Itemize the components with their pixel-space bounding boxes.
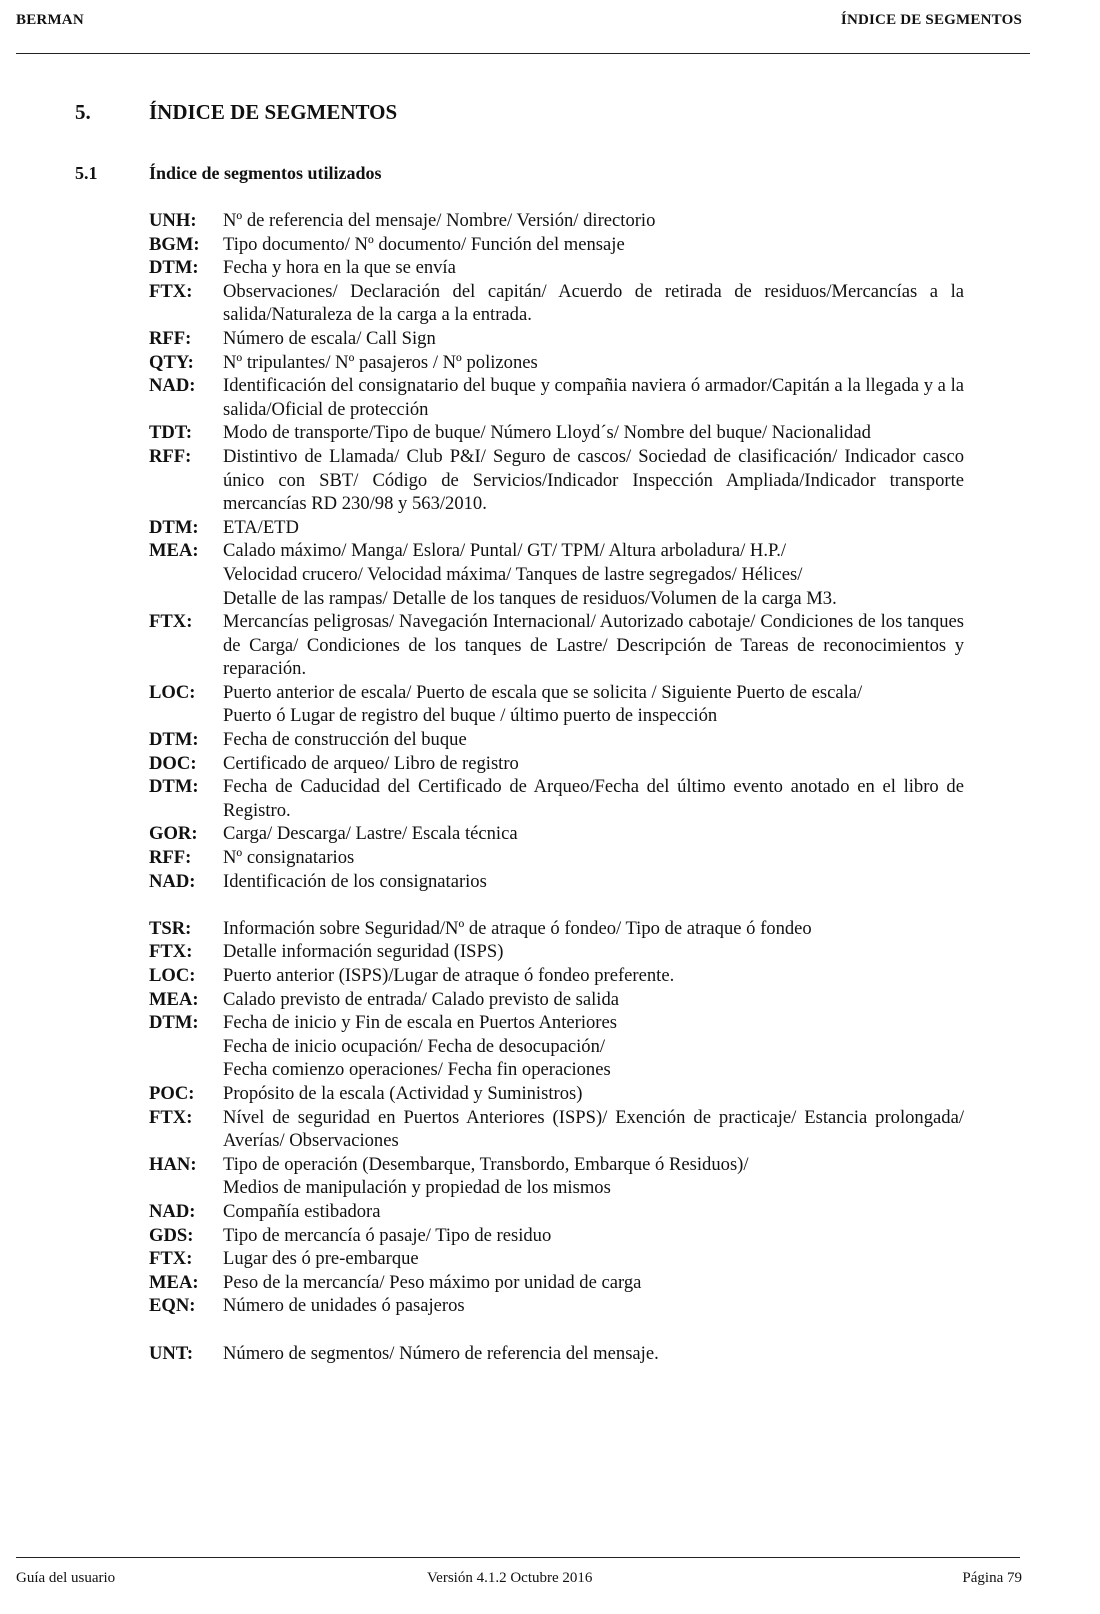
- segment-description: [223, 752, 964, 776]
- segment-description: [223, 610, 964, 681]
- segment-description-line: Fecha de inicio ocupación/ Fecha de desocupación/: [223, 1035, 606, 1057]
- segment-row: [149, 846, 964, 870]
- segment-description: [223, 327, 964, 351]
- segment-description-line: Fecha de construcción del buque: [223, 729, 467, 751]
- segment-description: [223, 964, 964, 988]
- segment-row: [149, 775, 964, 822]
- segment-description-line: Propósito de la escala (Actividad y Suministros): [223, 1082, 583, 1104]
- segment-code: UNH:: [149, 210, 197, 231]
- segment-description-line: Número de escala/ Call Sign: [223, 327, 436, 349]
- segment-code: DTM:: [149, 729, 199, 751]
- segment-code: BGM:: [149, 233, 200, 255]
- segment-description-line: Observaciones/ Declaración del capitán/ Acuerdo de retirada de residuos/Mercancías a la salida/Naturaleza de la carga a la entrada.: [223, 280, 964, 326]
- segment-row: [149, 256, 964, 280]
- segment-code: FTX:: [149, 280, 193, 302]
- segment-description-line: Compañía estibadora: [223, 1200, 381, 1222]
- header-divider: [16, 53, 1030, 54]
- segment-index-list: [149, 209, 964, 1365]
- segment-description-line: Puerto ó Lugar de registro del buque / último puerto de inspección: [223, 705, 718, 727]
- segment-code: RFF:: [149, 445, 192, 467]
- segment-code: NAD:: [149, 375, 196, 397]
- segment-code: FTX:: [149, 1106, 193, 1128]
- segment-description-line: Número de unidades ó pasajeros: [223, 1295, 465, 1317]
- segment-description-line: Puerto anterior de escala/ Puerto de escala que se solicita / Siguiente Puerto de escala/: [223, 681, 863, 703]
- segment-row: [149, 1247, 964, 1271]
- segment-row: [149, 1342, 964, 1366]
- segment-description-line: Tipo documento/ Nº documento/ Función del mensaje: [223, 233, 625, 255]
- segment-row: [149, 280, 964, 327]
- segment-code: DOC:: [149, 752, 197, 774]
- segment-description-line: Distintivo de Llamada/ Club P&I/ Seguro de cascos/ Sociedad de clasificación/ Indicador casco único con SBT/ Código de Servicios/Indicador Inspección Ampliada/Indicador transporte mercancías RD 230/98 y 563/2010.: [223, 445, 964, 515]
- segment-row: [149, 209, 964, 233]
- segment-code: HAN:: [149, 1153, 197, 1175]
- segment-description-line: Puerto anterior (ISPS)/Lugar de atraque ó fondeo preferente.: [223, 965, 675, 986]
- footer-page-number: Página 79: [962, 1570, 1022, 1586]
- segment-description: [223, 1247, 964, 1271]
- section-number: 5.: [75, 100, 91, 124]
- segment-code: RFF:: [149, 847, 192, 869]
- segment-row: [149, 917, 964, 941]
- segment-row: [149, 610, 964, 681]
- segment-row: [149, 351, 964, 375]
- segment-row: [149, 1011, 964, 1082]
- list-spacer: [149, 893, 964, 917]
- segment-description-line: Detalle de las rampas/ Detalle de los tanques de residuos/Volumen de la carga M3.: [223, 587, 837, 609]
- segment-description-line: Certificado de arqueo/ Libro de registro: [223, 752, 519, 774]
- segment-description: [223, 516, 964, 540]
- segment-description-line: Fecha comienzo operaciones/ Fecha fin operaciones: [223, 1059, 611, 1081]
- segment-description-line: Información sobre Seguridad/Nº de atraque ó fondeo/ Tipo de atraque ó fondeo: [223, 917, 812, 939]
- segment-row: [149, 1271, 964, 1295]
- segment-description: [223, 988, 964, 1012]
- segment-code: LOC:: [149, 681, 196, 703]
- segment-description-line: Detalle información seguridad (ISPS): [223, 941, 504, 963]
- segment-description: [223, 1153, 964, 1200]
- segment-code: DTM:: [149, 776, 199, 798]
- segment-description: [223, 917, 964, 941]
- subsection-title: Índice de segmentos utilizados: [149, 163, 382, 183]
- segment-row: [149, 1224, 964, 1248]
- segment-row: [149, 940, 964, 964]
- segment-description: [223, 351, 964, 375]
- segment-description: [223, 445, 964, 516]
- footer-guide-title: Guía del usuario: [16, 1570, 116, 1586]
- segment-code: QTY:: [149, 351, 194, 373]
- segment-description: [223, 681, 964, 728]
- segment-code: NAD:: [149, 1200, 196, 1222]
- segment-row: [149, 374, 964, 421]
- segment-description-line: Nº consignatarios: [223, 847, 355, 869]
- segment-description: [223, 1082, 964, 1106]
- segment-description-line: Velocidad crucero/ Velocidad máxima/ Tanques de lastre segregados/ Hélices/: [223, 563, 803, 585]
- segment-description: [223, 1011, 964, 1082]
- segment-code: DTM:: [149, 257, 199, 279]
- segment-row: [149, 822, 964, 846]
- segment-description-line: Modo de transporte/Tipo de buque/ Número Lloyd´s/ Nombre del buque/ Nacionalidad: [223, 422, 871, 444]
- segment-row: [149, 327, 964, 351]
- segment-description-line: Identificación de los consignatarios: [223, 870, 487, 892]
- segment-description: [223, 421, 964, 445]
- segment-description-line: Lugar des ó pre-embarque: [223, 1248, 419, 1270]
- segment-description-line: Identificación del consignatario del buque y compañia naviera ó armador/Capitán a la llegada y a la salida/Oficial de protección: [223, 375, 964, 420]
- segment-description: [223, 1342, 964, 1366]
- segment-description-line: Carga/ Descarga/ Lastre/ Escala técnica: [223, 823, 518, 845]
- segment-description: [223, 870, 964, 894]
- segment-description-line: Número de segmentos/ Número de referencia del mensaje.: [223, 1342, 659, 1364]
- segment-code: DTM:: [149, 516, 199, 538]
- segment-description-line: Medios de manipulación y propiedad de los mismos: [223, 1177, 611, 1199]
- segment-description: [223, 1106, 964, 1153]
- segment-description: [223, 728, 964, 752]
- segment-code: FTX:: [149, 941, 193, 963]
- segment-code: MEA:: [149, 540, 199, 562]
- segment-description-line: Nível de seguridad en Puertos Anteriores (ISPS)/ Exención de practicaje/ Estancia prolongada/ Averías/ Observaciones: [223, 1106, 964, 1152]
- segment-code: GDS:: [149, 1224, 194, 1246]
- segment-row: [149, 1294, 964, 1318]
- segment-description: [223, 233, 964, 257]
- segment-row: [149, 1082, 964, 1106]
- segment-row: [149, 233, 964, 257]
- segment-row: [149, 964, 964, 988]
- segment-description: [223, 940, 964, 964]
- segment-description-line: Fecha de inicio y Fin de escala en Puertos Anteriores: [223, 1012, 617, 1034]
- segment-description: [223, 775, 964, 822]
- footer-version: Versión 4.1.2 Octubre 2016: [427, 1570, 593, 1586]
- segment-code: MEA:: [149, 1271, 199, 1293]
- segment-description-line: ETA/ETD: [223, 516, 299, 538]
- segment-description-line: Calado máximo/ Manga/ Eslora/ Puntal/ GT/ TPM/ Altura arboladura/ H.P./: [223, 540, 787, 562]
- segment-code: RFF:: [149, 327, 192, 349]
- segment-description-line: Calado previsto de entrada/ Calado previsto de salida: [223, 988, 620, 1010]
- segment-row: [149, 752, 964, 776]
- segment-code: POC:: [149, 1082, 195, 1104]
- segment-description-line: Peso de la mercancía/ Peso máximo por unidad de carga: [223, 1271, 642, 1293]
- segment-description: [223, 822, 964, 846]
- segment-code: NAD:: [149, 870, 196, 892]
- segment-row: [149, 988, 964, 1012]
- segment-description: [223, 1271, 964, 1295]
- list-spacer: [149, 1318, 964, 1342]
- segment-row: [149, 445, 964, 516]
- running-header-left: BERMAN: [16, 12, 84, 28]
- segment-row: [149, 870, 964, 894]
- running-header-right: ÍNDICE DE SEGMENTOS: [840, 12, 1022, 28]
- segment-code: EQN:: [149, 1295, 196, 1317]
- segment-description-line: Fecha de Caducidad del Certificado de Arqueo/Fecha del último evento anotado en el libro de Registro.: [223, 776, 964, 821]
- subsection-number: 5.1: [75, 163, 98, 183]
- segment-description: [223, 1224, 964, 1248]
- segment-row: [149, 421, 964, 445]
- segment-row: [149, 539, 964, 610]
- section-title: ÍNDICE DE SEGMENTOS: [149, 100, 398, 124]
- segment-code: GOR:: [149, 823, 198, 845]
- segment-description-line: Mercancías peligrosas/ Navegación Internacional/ Autorizado cabotaje/ Condiciones de los tanques de Carga/ Condiciones de los tanques de Lastre/ Descripción de Tareas de reconocimientos y reparación.: [223, 611, 964, 680]
- segment-description-line: Nº tripulantes/ Nº pasajeros / Nº polizones: [223, 351, 538, 373]
- segment-row: [149, 516, 964, 540]
- segment-code: MEA:: [149, 988, 199, 1010]
- segment-description-line: Tipo de mercancía ó pasaje/ Tipo de residuo: [223, 1224, 552, 1246]
- segment-description: [223, 1200, 964, 1224]
- segment-row: [149, 728, 964, 752]
- segment-code: LOC:: [149, 965, 196, 986]
- segment-row: [149, 1153, 964, 1200]
- footer-divider: [16, 1557, 1020, 1558]
- segment-code: FTX:: [149, 611, 193, 633]
- segment-row: [149, 1200, 964, 1224]
- segment-code: UNT:: [149, 1342, 194, 1364]
- segment-description: [223, 209, 964, 233]
- segment-description: [223, 846, 964, 870]
- segment-description: [223, 539, 964, 610]
- segment-description-line: Nº de referencia del mensaje/ Nombre/ Versión/ directorio: [223, 210, 656, 231]
- segment-description: [223, 280, 964, 327]
- segment-description-line: Tipo de operación (Desembarque, Transbordo, Embarque ó Residuos)/: [223, 1153, 749, 1175]
- segment-code: FTX:: [149, 1248, 193, 1270]
- segment-code: DTM:: [149, 1012, 199, 1034]
- segment-description: [223, 1294, 964, 1318]
- segment-code: TDT:: [149, 422, 193, 444]
- segment-code: TSR:: [149, 917, 192, 939]
- segment-description-line: Fecha y hora en la que se envía: [223, 257, 456, 279]
- segment-description: [223, 256, 964, 280]
- segment-row: [149, 1106, 964, 1153]
- segment-description: [223, 374, 964, 421]
- segment-row: [149, 681, 964, 728]
